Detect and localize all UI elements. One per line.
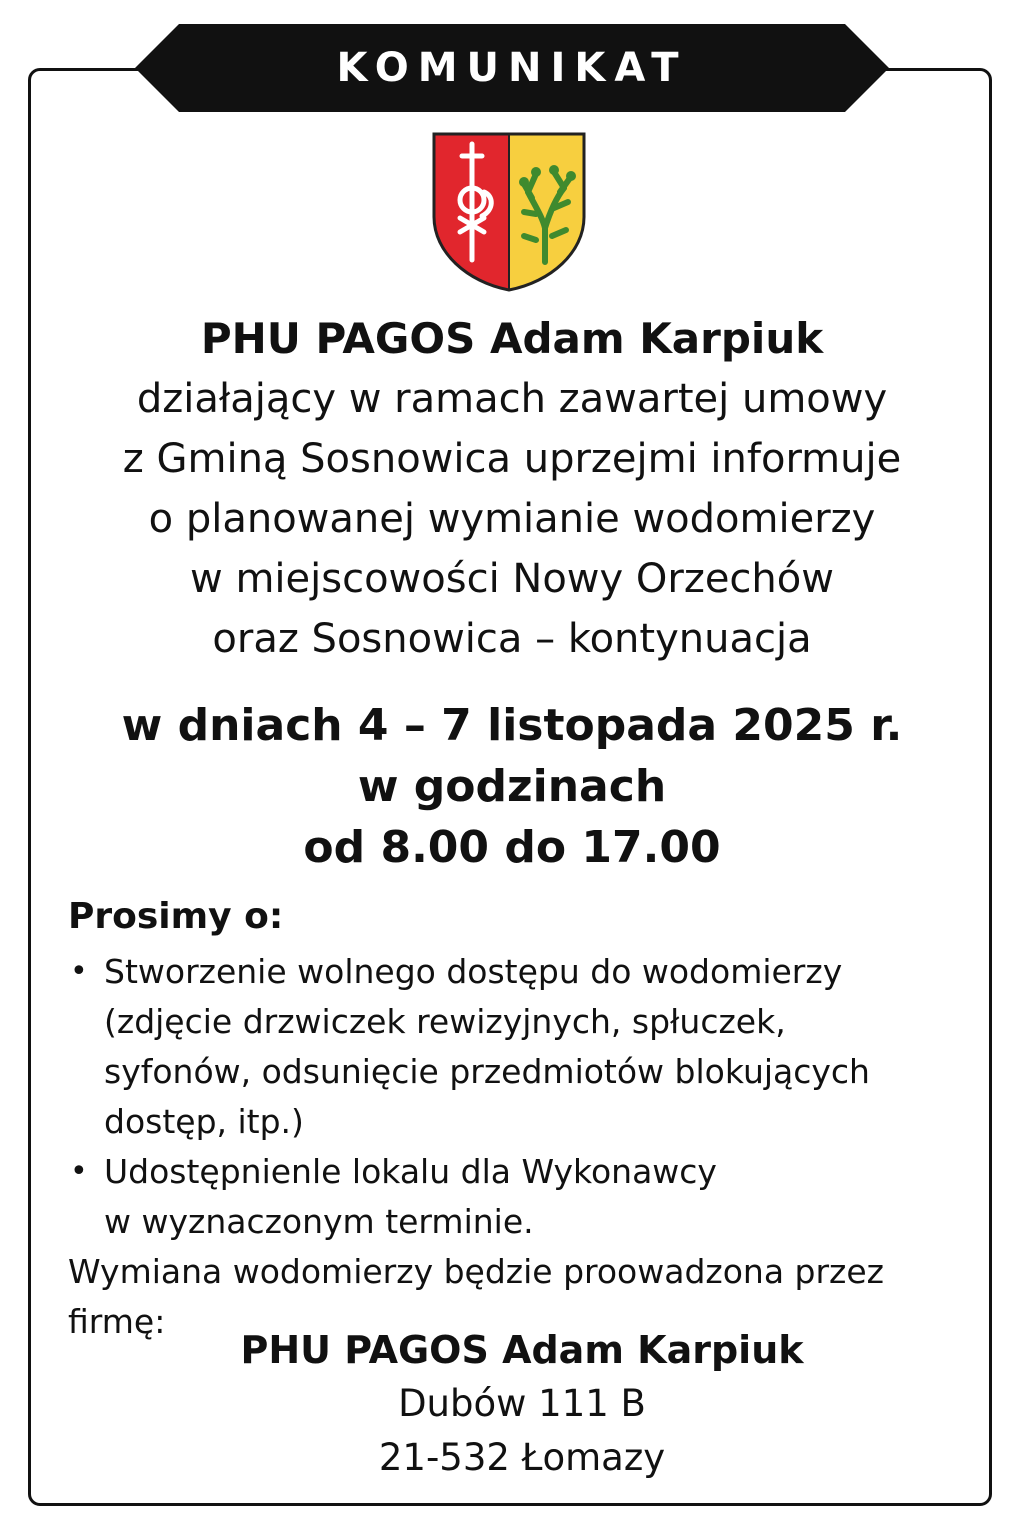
contractor-address: Dubów 111 B bbox=[398, 1382, 646, 1425]
company-heading: PHU PAGOS Adam Karpiuk bbox=[200, 314, 824, 363]
contractor-postal: 21-532 Łomazy bbox=[378, 1436, 666, 1479]
request-line: Udostępnienle lokalu dla Wykonawcy bbox=[104, 1152, 717, 1191]
request-line: w wyznaczonym terminie. bbox=[104, 1202, 534, 1241]
banner-title: KOMUNIKAT bbox=[336, 45, 688, 91]
request-line: dostęp, itp.) bbox=[104, 1102, 304, 1141]
intro-line: z Gminą Sosnowica uprzejmi informuje bbox=[122, 436, 902, 482]
closing-line: firmę: bbox=[68, 1302, 166, 1341]
requests-heading: Prosimy o: bbox=[68, 896, 284, 937]
intro-line: działający w ramach zawartej umowy bbox=[136, 376, 888, 422]
intro-line: o planowanej wymianie wodomierzy bbox=[148, 496, 876, 542]
hours-range: od 8.00 do 17.00 bbox=[303, 822, 721, 873]
bullet-icon: • bbox=[70, 1154, 88, 1189]
intro-line: oraz Sosnowica – kontynuacja bbox=[212, 616, 812, 662]
bullet-icon: • bbox=[70, 954, 88, 989]
intro-line: w miejscowości Nowy Orzechów bbox=[190, 556, 834, 602]
request-line: syfonów, odsunięcie przedmiotów blokujących bbox=[104, 1052, 870, 1091]
contractor-name: PHU PAGOS Adam Karpiuk bbox=[240, 1328, 804, 1372]
request-line: Stworzenie wolnego dostępu do wodomierzy bbox=[104, 952, 843, 991]
date-range: w dniach 4 – 7 listopada 2025 r. bbox=[121, 700, 903, 751]
request-line: (zdjęcie drzwiczek rewizyjnych, spłuczek, bbox=[104, 1002, 786, 1041]
banner bbox=[135, 24, 889, 112]
closing-line: Wymiana wodomierzy będzie proowadzona przez bbox=[68, 1252, 884, 1291]
coat-of-arms-icon bbox=[432, 132, 586, 292]
hours-label: w godzinach bbox=[357, 761, 667, 812]
